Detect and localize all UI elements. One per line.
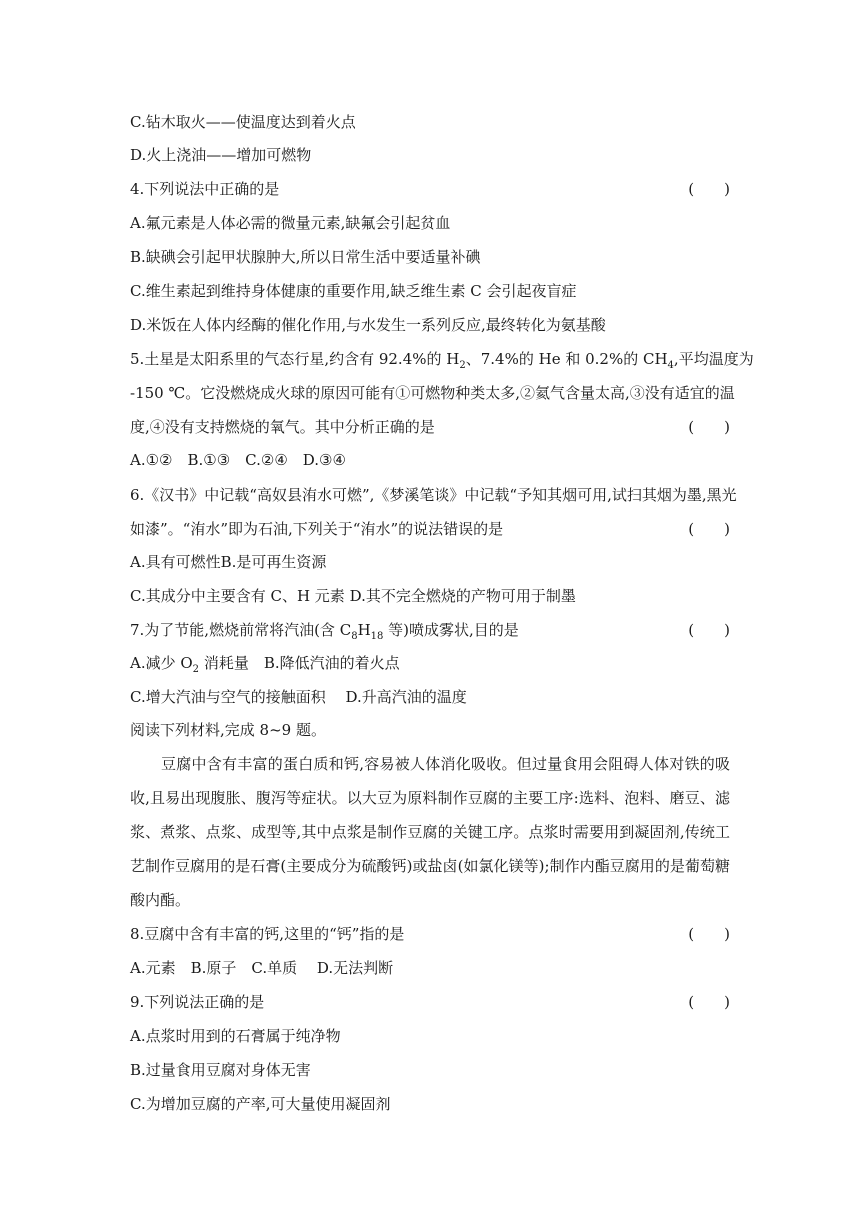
q6-stem-line-1: 6.《汉书》中记载“高奴县洧水可燃”,《梦溪笔谈》中记载“予知其烟可用,试扫其烟为墨,黑光 [130, 486, 737, 504]
reading-instruction: 阅读下列材料,完成 8~9 题。 [130, 721, 326, 739]
q5-stem-line-2: -150 ℃。它没燃烧成火球的原因可能有①可燃物种类太多,②氦气含量太高,③没有适宜的温 [130, 384, 735, 402]
q4-option-a: A.氟元素是人体必需的微量元素,缺氟会引起贫血 [130, 214, 451, 232]
q8-options: A.元素 B.原子 C.单质 D.无法判断 [130, 959, 394, 977]
q6-options-cd: C.其成分中主要含有 C、H 元素 D.其不完全燃烧的产物可用于制墨 [130, 587, 576, 605]
q5-options: A.①② B.①③ C.②④ D.③④ [130, 451, 346, 469]
q9-option-c: C.为增加豆腐的产率,可大量使用凝固剂 [130, 1095, 391, 1113]
q9-answer-bracket: ( ) [688, 993, 730, 1011]
q6-answer-bracket: ( ) [688, 520, 730, 538]
reading-passage: 豆腐中含有丰富的蛋白质和钙,容易被人体消化吸收。但过量食用会阻碍人体对铁的吸收,且易出现腹胀、腹泻等症状。以大豆为原料制作豆腐的主要工序:选料、泡料、磨豆、滤浆、煮浆、点浆、成型等,其中点浆是制作豆腐的关键工序。点浆时需要用到凝固剂,传统工艺制作豆腐用的是石膏(主要成分为硫酸钙)或盐卤(如氯化镁等);制作内酯豆腐用的是葡萄糖酸内酯。 [130, 755, 730, 909]
q6-options-ab: A.具有可燃性B.是可再生资源 [130, 553, 327, 571]
q4-option-c: C.维生素起到维持身体健康的重要作用,缺乏维生素 C 会引起夜盲症 [130, 282, 577, 300]
q7-options-cd: C.增大汽油与空气的接触面积 D.升高汽油的温度 [130, 688, 467, 706]
q5-stem-line-3: 度,④没有支持燃烧的氧气。其中分析正确的是 [130, 418, 435, 436]
q3-option-d: D.火上浇油——增加可燃物 [130, 146, 312, 164]
q9-option-a: A.点浆时用到的石膏属于纯净物 [130, 1027, 341, 1045]
q9-stem: 9.下列说法正确的是 [130, 993, 265, 1011]
q7-stem: 7.为了节能,燃烧前常将汽油(含 $C_8H_{18}$ 等)喷成雾状,目的是 [130, 621, 519, 642]
q9-option-b: B.过量食用豆腐对身体无害 [130, 1061, 311, 1079]
q7-answer-bracket: ( ) [688, 621, 730, 639]
q8-stem: 8.豆腐中含有丰富的钙,这里的“钙”指的是 [130, 925, 405, 943]
q7-options-ab: A.减少 $O_2$ 消耗量 B.降低汽油的着火点 [130, 654, 400, 675]
q5-stem-line-1: 5.土星是太阳系里的气态行星,约含有 92.4%的 $H_2$、7.4%的 He 和 0.2%的 $CH_4$,平均温度为 [130, 350, 754, 371]
q4-option-b: B.缺碘会引起甲状腺肿大,所以日常生活中要适量补碘 [130, 248, 481, 266]
q3-option-c: C.钻木取火——使温度达到着火点 [130, 113, 356, 131]
q4-answer-bracket: ( ) [688, 180, 730, 198]
q6-stem-line-2: 如漆”。“洧水”即为石油,下列关于“洧水”的说法错误的是 [130, 520, 504, 538]
q5-answer-bracket: ( ) [688, 418, 730, 436]
q8-answer-bracket: ( ) [688, 925, 730, 943]
q4-option-d: D.米饭在人体内经酶的催化作用,与水发生一系列反应,最终转化为氨基酸 [130, 316, 606, 334]
q4-stem: 4.下列说法中正确的是 [130, 180, 280, 198]
